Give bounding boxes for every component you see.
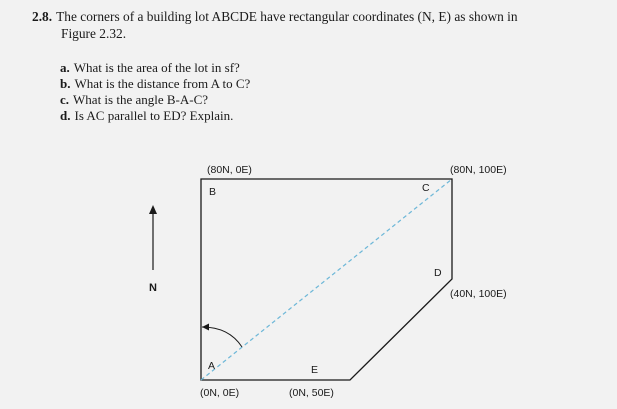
coord-e: (0N, 50E) xyxy=(289,387,334,399)
coord-b: (80N, 0E) xyxy=(207,164,252,176)
vertex-d-label: D xyxy=(434,267,442,279)
question-text: What is the angle B-A-C? xyxy=(73,92,209,107)
coord-d: (40N, 100E) xyxy=(450,288,507,300)
vertex-c-label: C xyxy=(422,182,430,194)
line-a-to-c xyxy=(201,179,452,380)
coord-a: (0N, 0E) xyxy=(200,387,240,399)
question-label: a. xyxy=(60,60,70,75)
question-text: What is the area of the lot in sf? xyxy=(73,60,240,75)
question-label: d. xyxy=(60,108,71,123)
question-text: Is AC parallel to ED? Explain. xyxy=(74,108,234,123)
vertex-b-label: B xyxy=(209,186,217,198)
problem-number: 2.8. xyxy=(32,9,53,24)
north-label: N xyxy=(149,282,157,294)
vertex-a-label: A xyxy=(208,360,216,372)
problem-text-line-2: Figure 2.32. xyxy=(61,26,127,41)
angle-arrowhead-icon xyxy=(202,324,209,331)
question-label: b. xyxy=(60,76,71,91)
vertex-e-label: E xyxy=(311,364,319,376)
north-arrow-icon xyxy=(149,205,157,214)
question-text: What is the distance from A to C? xyxy=(74,76,251,91)
question-label: c. xyxy=(60,92,70,107)
coord-c: (80N, 100E) xyxy=(450,164,507,176)
problem-text-line-1: The corners of a building lot ABCDE have rectangular coordinates (N, E) as shown in xyxy=(56,9,518,24)
